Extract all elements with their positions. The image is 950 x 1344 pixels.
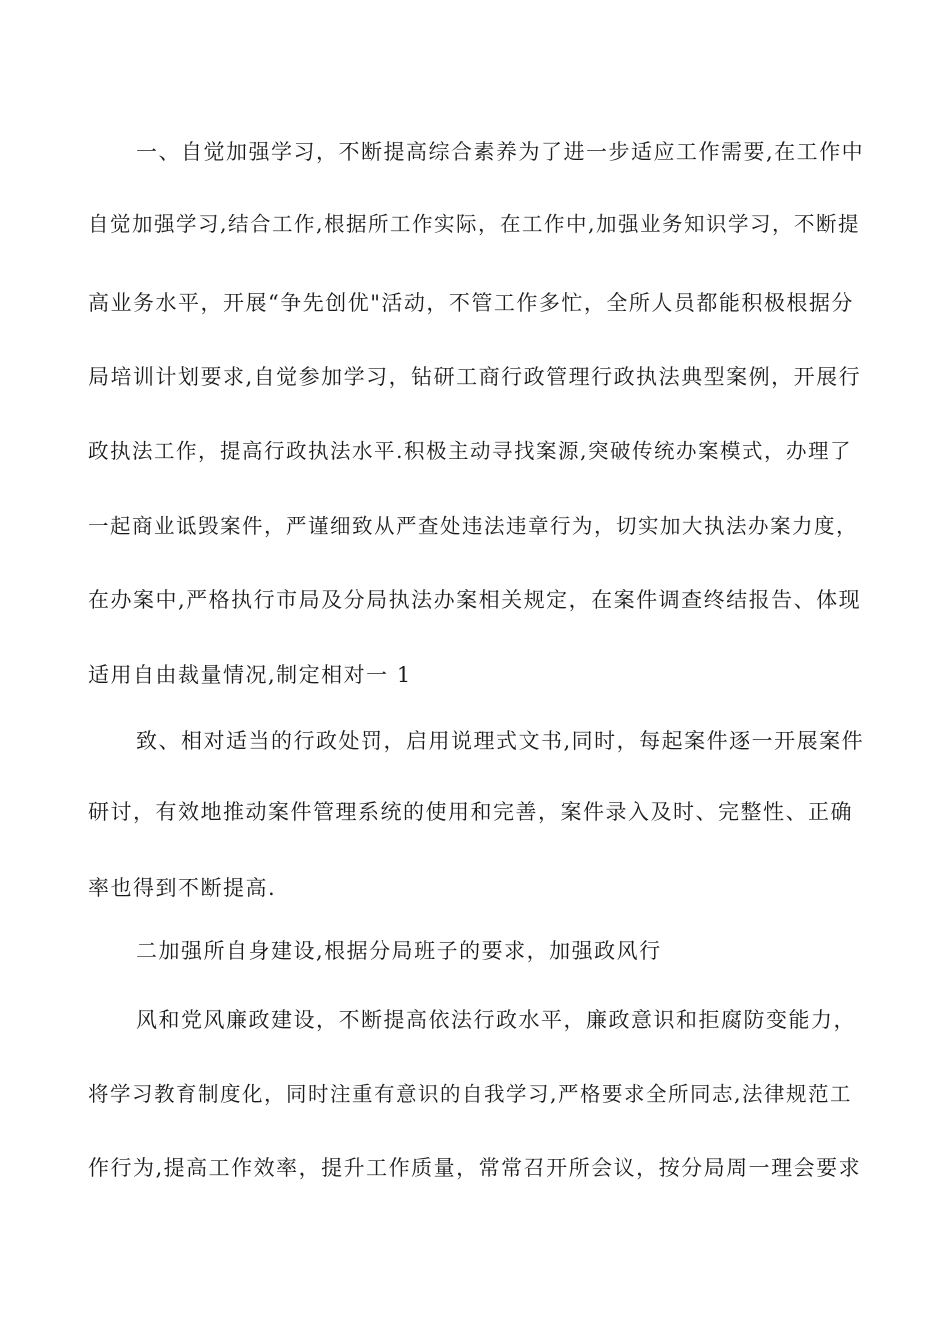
paragraph-1-line-3: 高业务水平，开展“争先创优"活动，不管工作多忙，全所人员都能积极根据分	[88, 291, 854, 315]
paragraph-2-line-2: 研讨，有效地推动案件管理系统的使用和完善，案件录入及时、完整性、正确	[88, 800, 853, 824]
paragraph-4-line-1: 风和党风廉政建设，不断提高依法行政水平，廉政意识和拒腐防变能力，	[136, 1008, 856, 1032]
paragraph-1-line-8: 适用自由裁量情况,制定相对一 1	[88, 663, 412, 687]
paragraph-1-line-4: 局培训计划要求,自觉参加学习，钻研工商行政管理行政执法典型案例，开展行	[88, 365, 862, 389]
paragraph-2-line-1: 致、相对适当的行政处罚，启用说理式文书,同时，每起案件逐一开展案件	[136, 729, 865, 753]
paragraph-3-line-1: 二加强所自身建设,根据分局班子的要求，加强政风行	[136, 939, 662, 963]
paragraph-1-line-6: 一起商业诋毁案件，严谨细致从严查处违法违章行为，切实加大执法办案力度，	[88, 514, 858, 538]
paragraph-1-line-7: 在办案中,严格执行市局及分局执法办案相关规定，在案件调查终结报告、体现	[88, 588, 862, 612]
paragraph-1-line-5: 政执法工作，提高行政执法水平.积极主动寻找案源,突破传统办案模式，办理了	[88, 439, 853, 463]
paragraph-4-line-2: 将学习教育制度化，同时注重有意识的自我学习,严格要求全所同志,法律规范工	[88, 1082, 853, 1106]
paragraph-1-line-1: 一、自觉加强学习，不断提高综合素养为了进一步适应工作需要,在工作中	[136, 140, 865, 164]
paragraph-2-line-3: 率也得到不断提高.	[88, 876, 277, 900]
paragraph-1-line-2: 自觉加强学习,结合工作,根据所工作实际，在工作中,加强业务知识学习，不断提	[88, 212, 861, 236]
paragraph-4-line-3: 作行为,提高工作效率，提升工作质量，常常召开所会议，按分局周一理会要求	[88, 1156, 862, 1180]
